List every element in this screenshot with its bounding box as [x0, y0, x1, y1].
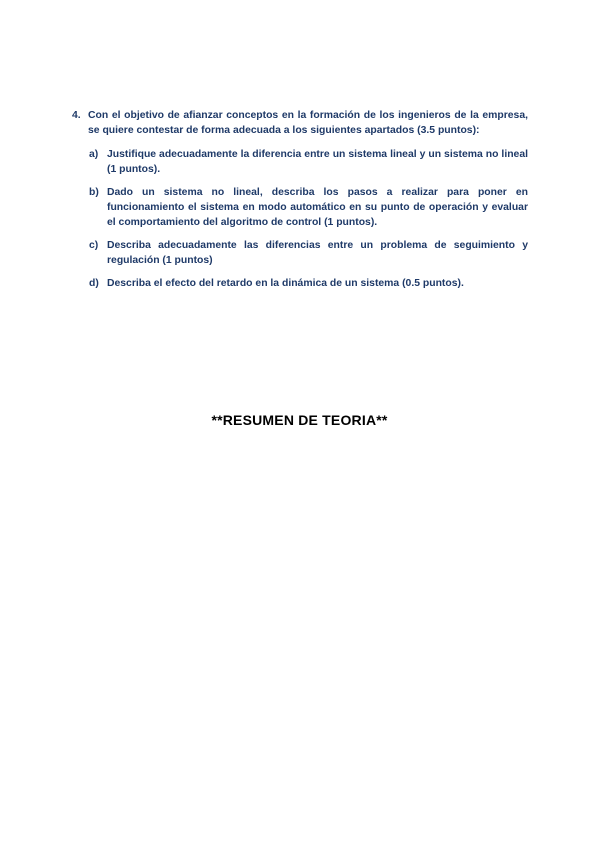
question-number: 4. [72, 110, 81, 121]
item-label: a) [89, 149, 99, 160]
item-label: c) [89, 240, 99, 251]
question-item-b [89, 185, 528, 230]
question-item-a [89, 147, 528, 177]
item-text: Describa el efecto del retardo en la dinámica de un sistema (0.5 puntos). [107, 278, 464, 289]
section-heading: **RESUMEN DE TEORIA** [211, 412, 388, 428]
item-label: d) [89, 278, 99, 289]
item-text: Justifique adecuadamente la diferencia entre un sistema lineal y un sistema no lineal (1 puntos). [107, 149, 528, 175]
question-intro [72, 108, 528, 138]
question-item-c [89, 238, 528, 268]
item-label: b) [89, 187, 99, 198]
question-block [72, 108, 528, 299]
question-item-d [89, 276, 528, 291]
item-text: Describa adecuadamente las diferencias entre un problema de seguimiento y regulación (1 puntos) [107, 240, 528, 266]
question-text: Con el objetivo de afianzar conceptos en la formación de los ingenieros de la empresa, se quiere contestar de forma adecuada a los siguientes apartados (3.5 puntos): [88, 110, 528, 136]
item-text: Dado un sistema no lineal, describa los pasos a realizar para poner en funcionamiento el sistema en modo automático en su punto de operación y evaluar el comportamiento del algoritmo de control (1 puntos). [107, 187, 528, 228]
question-items [89, 147, 528, 291]
